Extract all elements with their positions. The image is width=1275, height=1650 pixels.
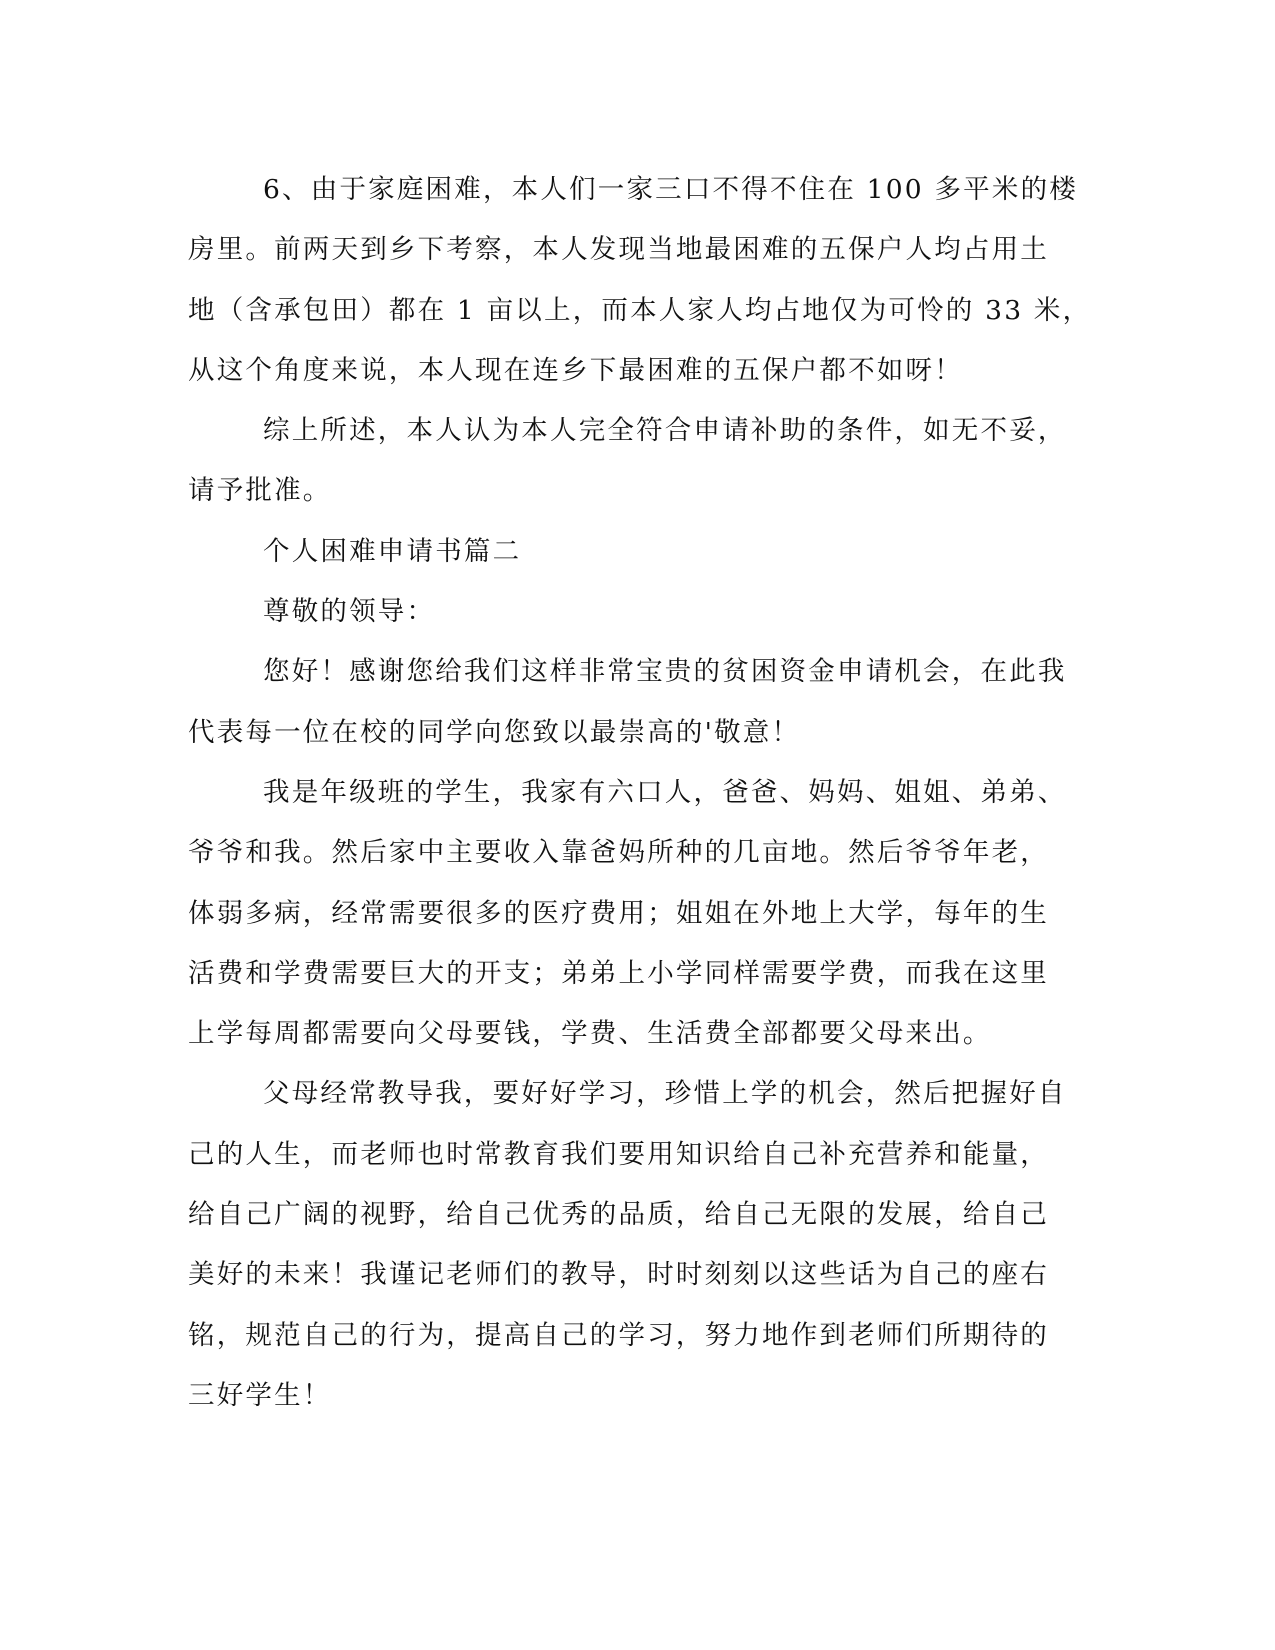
text-line: 美好的未来！我谨记老师们的教导，时时刻刻以这些话为自己的座右 xyxy=(188,1259,1049,1291)
text-line: 父母经常教导我，要好好学习，珍惜上学的机会，然后把握好自 xyxy=(263,1078,1067,1110)
text-line: 我是年级班的学生，我家有六口人，爸爸、妈妈、姐姐、弟弟、 xyxy=(263,776,1067,808)
text-line: 综上所述，本人认为本人完全符合申请补助的条件，如无不妥， xyxy=(263,415,1067,447)
text-line: 上学每周都需要向父母要钱，学费、生活费全部都要父母来出。 xyxy=(188,1018,992,1050)
text-line: 爷爷和我。然后家中主要收入靠爸妈所种的几亩地。然后爷爷年老， xyxy=(188,837,1049,869)
text-line: 从这个角度来说，本人现在连乡下最困难的五保户都不如呀！ xyxy=(188,354,963,386)
text-line: 体弱多病，经常需要很多的医疗费用；姐姐在外地上大学，每年的生 xyxy=(188,897,1049,929)
text-line: 己的人生，而老师也时常教育我们要用知识给自己补充营养和能量， xyxy=(188,1138,1049,1170)
text-line: 房里。前两天到乡下考察，本人发现当地最困难的五保户人均占用土 xyxy=(188,234,1049,266)
text-line: 您好！感谢您给我们这样非常宝贵的贫困资金申请机会，在此我 xyxy=(263,656,1067,688)
salutation: 尊敬的领导： xyxy=(263,596,436,628)
text-line: 代表每一位在校的同学向您致以最崇高的'敬意！ xyxy=(188,716,801,748)
text-line: 铭，规范自己的行为，提高自己的学习，努力地作到老师们所期待的 xyxy=(188,1319,1049,1351)
document-body xyxy=(188,160,1092,1426)
text-line: 三好学生！ xyxy=(188,1379,332,1411)
section-heading: 个人困难申请书篇二 xyxy=(263,535,522,567)
text-line: 活费和学费需要巨大的开支；弟弟上小学同样需要学费，而我在这里 xyxy=(188,957,1049,989)
text-line: 地（含承包田）都在 1 亩以上，而本人家人均占地仅为可怜的 33 米， xyxy=(188,294,1092,326)
text-line: 6、由于家庭困难，本人们一家三口不得不住在 100 多平米的楼 xyxy=(263,174,1078,205)
text-line: 请予批准。 xyxy=(188,475,332,507)
text-line: 给自己广阔的视野，给自己优秀的品质，给自己无限的发展，给自己 xyxy=(188,1199,1049,1231)
